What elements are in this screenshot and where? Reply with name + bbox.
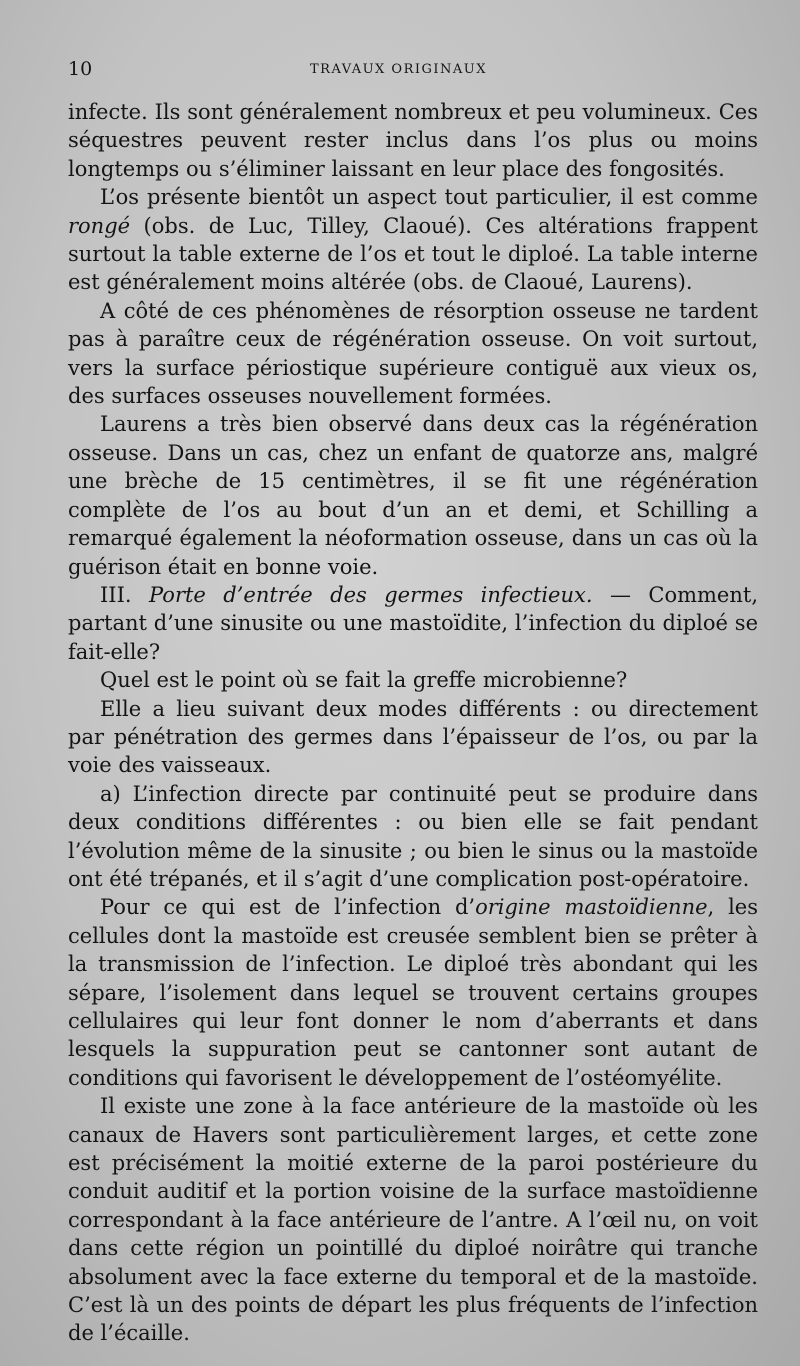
paragraph-text: Elle a lieu suivant deux modes différents : ou directement par pénétration des germes dans l’épaisseur de l’os, ou par la voie des vaisseaux. bbox=[68, 696, 758, 778]
paragraph-text: — Comment, partant d’une sinusite ou une mastoïdite, l’infection du diploé se fait-elle? bbox=[68, 582, 758, 664]
paragraph-4 bbox=[68, 410, 758, 580]
section-title: Porte d’entrée des germes infectieux. bbox=[149, 582, 593, 607]
paragraph-10 bbox=[68, 1092, 758, 1348]
paragraph-text: Quel est le point où se fait la greffe microbienne? bbox=[100, 668, 628, 693]
paragraph-text: infecte. Ils sont généralement nombreux et peu volumineux. Ces séquestres peuvent rester inclus dans l’os plus ou moins longtemps ou s’éliminer laissant en leur place des fongosités. bbox=[68, 100, 758, 181]
paragraph-1 bbox=[68, 98, 758, 183]
running-head: TRAVAUX ORIGINAUX bbox=[310, 62, 488, 77]
paragraph-text: Laurens a très bien observé dans deux cas la régénération osseuse. Dans un cas, chez un enfant de quatorze ans, malgré une brèche de 15 centimètres, il se fit une régénération complète de l’os au bout d’un an et demi, et Schilling a remarqué également la néoformation osseuse, dans un cas où la guérison était en bonne voie. bbox=[68, 412, 758, 579]
paragraph-text: a) L’infection directe par continuité peut se produire dans deux conditions différentes : ou bien elle se fait pendant l’évolution même de la sinusite ; ou bien le sinus ou la mastoïde ont été trépanés, et il s’agit d’une complication post-opératoire. bbox=[68, 781, 758, 891]
paragraph-text: Il existe une zone à la face antérieure de la mastoïde où les canaux de Havers sont particulièrement larges, et cette zone est précisément la moitié externe de la paroi postérieure du conduit auditif et la portion voisine de la surface mastoïdienne correspondant à la face antérieure de l’antre. A l’œil nu, on voit dans cette région un pointillé du diploé noirâtre qui tranche absolument avec la face externe du temporal et de la mastoïde. C’est là un des points de départ les plus fréquents de l’infection de l’écaille. bbox=[68, 1094, 758, 1346]
paragraph-6 bbox=[68, 666, 758, 694]
body-text bbox=[68, 98, 758, 1348]
section-number: III. bbox=[100, 582, 150, 607]
paragraph-9 bbox=[68, 893, 758, 1092]
paragraph-7 bbox=[68, 695, 758, 780]
italic-term: origine mastoïdienne bbox=[475, 895, 708, 920]
paragraph-text: , les cellules dont la mastoïde est creusée semblent bien se prêter à la transmission de l’infection. Le diploé très abondant qui les sépare, l’isolement dans lequel se trouvent certains groupes cellulaires qui leur font donner le nom d’aberrants et dans lesquels la suppuration peut se cantonner sont autant de conditions qui favorisent le développement de l’ostéomyélite. bbox=[68, 895, 758, 1090]
paragraph-text: A côté de ces phénomènes de résorption osseuse ne tardent pas à paraître ceux de régénération osseuse. On voit surtout, vers la surface périostique supérieure contiguë aux vieux os, des surfaces osseuses nouvellement formées. bbox=[68, 298, 758, 409]
paragraph-8 bbox=[68, 780, 758, 894]
paragraph-2 bbox=[68, 183, 758, 297]
section-heading-paragraph bbox=[68, 581, 758, 666]
page-header bbox=[68, 58, 752, 88]
paragraph-text: L’os présente bientôt un aspect tout particulier, il est comme bbox=[100, 185, 758, 210]
italic-term: rongé bbox=[68, 213, 131, 238]
page-number: 10 bbox=[68, 58, 93, 80]
paragraph-3 bbox=[68, 297, 758, 411]
paragraph-text: (obs. de Luc, Tilley, Claoué). Ces altérations frappent surtout la table externe de l’os et tout le diploé. La table interne est généralement moins altérée (obs. de Claoué, Laurens). bbox=[68, 213, 758, 295]
paragraph-text: Pour ce qui est de l’infection d’ bbox=[100, 895, 476, 920]
